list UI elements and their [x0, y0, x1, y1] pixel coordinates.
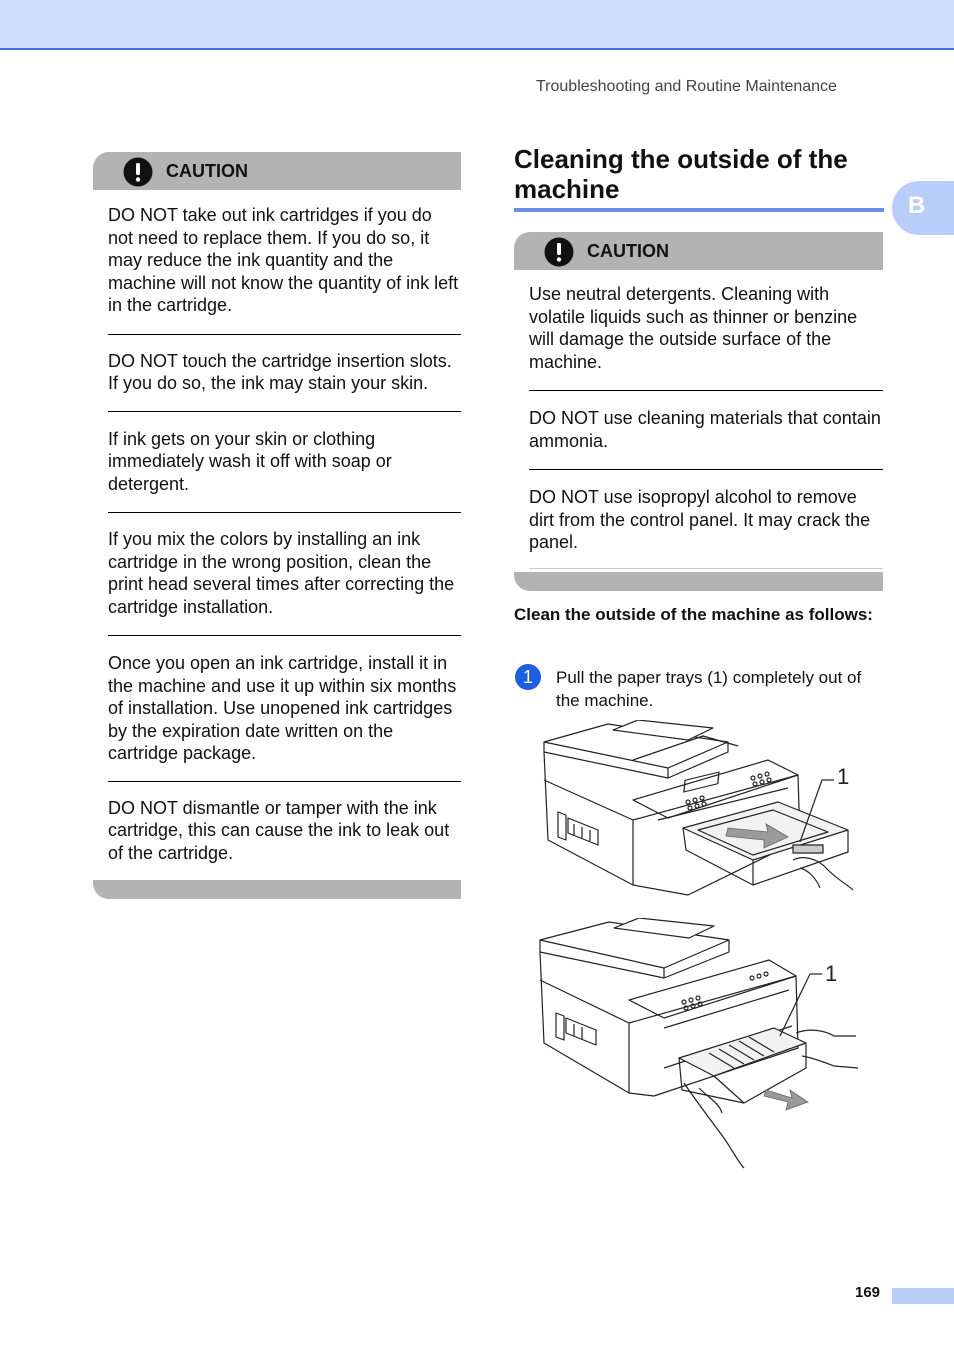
caution-text: If you mix the colors by installing an ink cartridge in the wrong position, clean the print head several times after correcting the cartridge installation.: [108, 529, 455, 617]
caution-item: [93, 513, 461, 635]
running-head: Troubleshooting and Routine Maintenance: [536, 78, 837, 95]
caution-item: [93, 782, 461, 881]
step-text: Pull the paper trays (1) completely out of the machine.: [556, 668, 862, 710]
printer-illustration-top: [538, 720, 858, 900]
chapter-tab-label: B: [908, 192, 926, 219]
caution-item: [514, 470, 883, 568]
page-tab: [892, 1288, 954, 1304]
caution-item: [514, 270, 883, 390]
caution-text: DO NOT use isopropyl alcohol to remove dirt from the control panel. It may crack the panel.: [529, 487, 871, 552]
caution-text: DO NOT use cleaning materials that contain ammonia.: [529, 408, 881, 451]
caution-item: [93, 636, 461, 781]
caution-text: Once you open an ink cartridge, install it in the machine and use it up within six months of installation. Use unopened ink cartridges by the expiration date written on the cartridge package.: [108, 653, 457, 763]
caution-item: [93, 412, 461, 513]
caution-footer: [93, 880, 461, 899]
printer-illustration-bottom: [534, 918, 864, 1170]
top-header-bar: [0, 0, 954, 50]
caution-item: [93, 190, 461, 334]
caution-text: DO NOT dismantle or tamper with the ink cartridge, this can cause the ink to leak out of the cartridge.: [108, 797, 450, 863]
caution-title: CAUTION: [587, 241, 669, 261]
warning-icon: [123, 157, 153, 187]
right-caution-box: [514, 232, 883, 591]
page-number: 169: [855, 1284, 881, 1301]
caution-text: DO NOT take out ink cartridges if you do not need to replace them. If you do so, it may reduce the ink quantity and the machine will not know the quantity of ink left in the cartridge.: [108, 205, 459, 315]
caution-text: Use neutral detergents. Cleaning with volatile liquids such as thinner or benzine will damage the outside surface of the machine.: [529, 284, 858, 372]
caution-footer: [514, 572, 883, 591]
divider: [529, 568, 883, 569]
chapter-tab: [892, 181, 954, 235]
step-number: 1: [515, 664, 541, 690]
caution-header: [514, 232, 883, 270]
callout-label: 1: [825, 961, 838, 986]
caution-item: [93, 335, 461, 411]
caution-title: CAUTION: [166, 161, 248, 181]
caution-header: [93, 152, 461, 190]
instruction-subhead: Clean the outside of the machine as follows:: [514, 605, 873, 624]
section-title: Cleaning the outside of the machine: [514, 144, 848, 204]
left-caution-box: [93, 152, 461, 899]
callout-label: 1: [837, 764, 850, 789]
warning-icon: [544, 237, 574, 267]
title-rule: [514, 208, 884, 212]
caution-item: [514, 391, 883, 469]
caution-text: If ink gets on your skin or clothing immediately wash it off with soap or detergent.: [108, 428, 392, 494]
caution-text: DO NOT touch the cartridge insertion slots. If you do so, the ink may stain your skin.: [108, 350, 452, 393]
